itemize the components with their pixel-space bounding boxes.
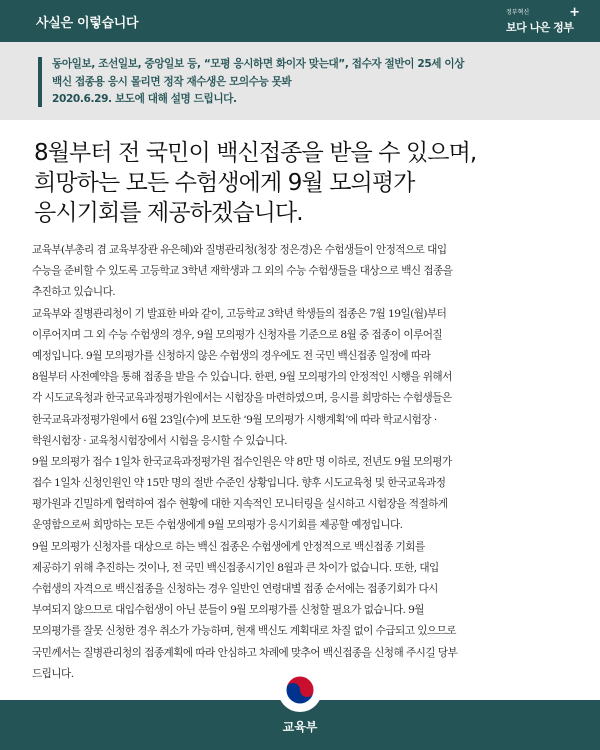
body-line: 한국교육과정평가원에서 6월 23일(수)에 보도한 ‘9월 모의평가 시행계획’에 따라 학교시험장 ·	[32, 413, 437, 426]
headline	[34, 138, 570, 228]
ministry-name: 교육부	[282, 720, 318, 734]
summary-line: 백신 접종용 응시 몰리면 정작 재수생은 모의수능 못봐	[52, 75, 292, 88]
summary-lines	[52, 56, 570, 109]
body-line: 이루어지며 그 외 수능 수험생의 경우, 9월 모의평가 신청자를 기준으로 8월 중 접종이 이루어질	[32, 328, 443, 341]
body-line: 운영함으로써 희망하는 모든 수험생에게 9월 모의평가 응시기회를 제공할 예정입니다.	[32, 519, 403, 532]
body-line: 국민께서는 질병관리청의 접종계획에 따라 안심하고 차례에 맞추어 백신접종을 신청해 주시길 당부	[32, 646, 458, 659]
body-line: 평가원과 긴밀하게 협력하여 접수 현황에 대한 지속적인 모니터링을 실시하고 시험장을 적절하게	[32, 498, 448, 511]
body-line: 수험생의 자격으로 백신접종을 신청하는 경우 일반인 연령대별 접종 순서에는 접종기회가 다시	[32, 583, 438, 595]
brand-small-text: 정부혁신	[506, 9, 530, 16]
body-line: 접수 1일차 신청인원인 약 15만 명의 절반 수준인 상황입니다. 향후 시도교육청 및 한국교육과정	[32, 477, 446, 490]
body-line: 부여되지 않으므로 대입수험생이 아닌 분들이 9월 모의평가를 신청할 필요가 없습니다. 9월	[32, 604, 424, 617]
body-line: 교육부와 질병관리청이 기 발표한 바와 같이, 고등학교 3학년 학생들의 접종은 7월 19일(월)부터	[32, 307, 447, 320]
body-line: 8월부터 사전예약을 통해 접종을 받을 수 있습니다. 한편, 9월 모의평가의 안정적인 시행을 위해서	[32, 371, 452, 384]
brand-main-text: 보다 나은 정부	[506, 21, 574, 34]
body-line: 제공하기 위해 추진하는 것이나, 전 국민 백신접종시기인 8월과 큰 차이가 없습니다. 또한, 대입	[32, 561, 439, 574]
headline-line: 응시기회를 제공하겠습니다.	[34, 200, 303, 226]
headline-line: 희망하는 모든 수험생에게 9월 모의평가	[34, 170, 415, 196]
body-line: 추진하고 있습니다.	[32, 286, 116, 299]
body-line: 교육부(부총리 겸 교육부장관 유은혜)와 질병관리청(청장 정은경)은 수험생들이 안정적으로 대입	[32, 244, 447, 256]
summary-line: 동아일보, 조선일보, 중앙일보 등, “모평 응시하면 화이자 맞는대”, 접수자 절반이 25세 이상	[52, 58, 465, 70]
body-line: 예정입니다. 9월 모의평가를 신청하지 않은 수험생의 경우에도 전 국민 백신접종 일정에 따라	[32, 349, 431, 362]
body-line: 모의평가를 잘못 신청한 경우 취소가 가능하며, 현재 백신도 계획대로 차질 없이 수급되고 있으므로	[32, 625, 456, 638]
headline-line: 8월부터 전 국민이 백신접종을 받을 수 있으며,	[34, 140, 477, 166]
article-summary-box	[0, 42, 600, 120]
body-line: 수능을 준비할 수 있도록 고등학교 3학년 재학생과 그 외의 수능 수험생들을 대상으로 백신 접종을	[32, 265, 453, 278]
summary-line: 2020.6.29. 보도에 대해 설명 드립니다.	[52, 93, 237, 105]
top-bar	[0, 0, 600, 42]
body-line: 각 시도교육청과 한국교육과정평가원에서는 시험장을 마련하였으며, 응시를 희망하는 수험생들은	[32, 392, 452, 405]
body-line: 9월 모의평가 접수 1일차 한국교육과정평가원 접수인원은 약 8만 명 이하로, 전년도 9월 모의평가	[32, 455, 452, 468]
body-line: 드립니다.	[32, 667, 74, 680]
body-text	[32, 240, 569, 685]
taegeuk-emblem-icon	[278, 668, 322, 712]
government-innovation-logo	[506, 5, 580, 35]
body-line: 9월 모의평가 신청자를 대상으로 하는 백신 접종은 수험생에게 안정적으로 백신접종 기회를	[32, 540, 425, 553]
summary-accent-bar	[38, 57, 42, 107]
brand-plus-icon: +	[569, 5, 580, 20]
page-category-title: 사실은 이렇습니다	[36, 16, 139, 31]
body-line: 학원시험장 · 교육청시험장에서 시험을 응시할 수 있습니다.	[32, 434, 287, 447]
